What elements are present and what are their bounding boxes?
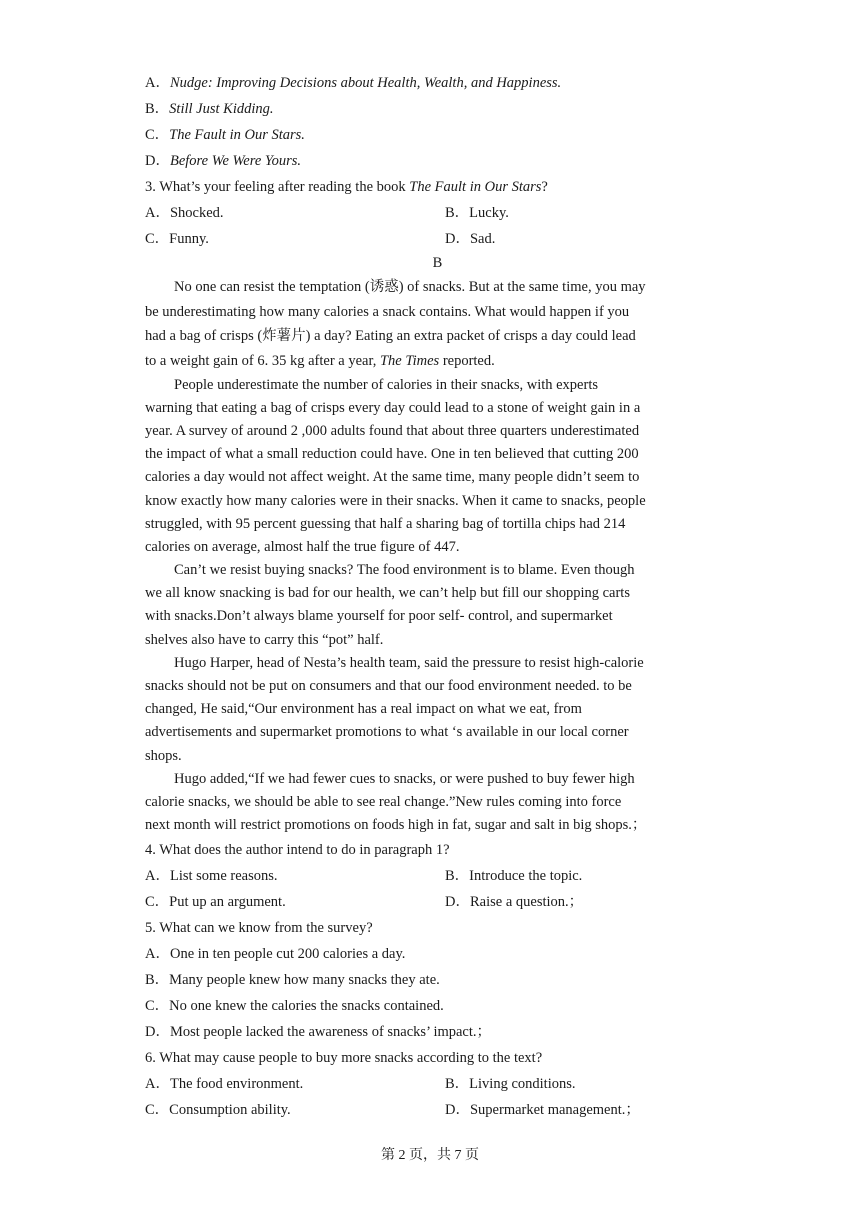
question-6 [145, 1045, 730, 1123]
q4-option-d: D．Raise a question.； [445, 894, 584, 911]
q3-option-b: B．Lucky. [445, 205, 509, 221]
q2-option-b: B．Still Just Kidding. [145, 101, 274, 117]
q6-options-row-1 [145, 1071, 730, 1097]
paragraph-2 [145, 374, 730, 560]
question-5 [145, 915, 730, 1045]
q3-options-row-1 [145, 200, 730, 226]
text-line: changed, He said,“Our environment has a real impact on what we eat, from [145, 701, 582, 718]
text-line: warning that eating a bag of crisps every day could lead to a stone of weight gain in a [145, 399, 641, 416]
text-line: snacks should not be put on consumers and that our food environment needed. to be [145, 678, 632, 694]
passage-b [145, 275, 730, 837]
text-line: year. A survey of around 2 ,000 adults found that about three quarters underestimated [145, 422, 640, 439]
q4-option-c: C．Put up an argument. [145, 894, 286, 911]
paragraph-4 [145, 652, 730, 768]
q2-option-c: C．The Fault in Our Stars. [145, 127, 305, 143]
q6-option-c: C．Consumption ability. [145, 1102, 291, 1119]
q6-option-a: A．The food environment. [145, 1076, 304, 1093]
q2-option-d: D．Before We Were Yours. [145, 153, 302, 169]
q6-options-row-2 [145, 1097, 730, 1123]
q3-options-row-2 [145, 226, 730, 252]
q6-stem: 6. What may cause people to buy more snacks according to the text? [145, 1050, 543, 1067]
q4-option-b: B．Introduce the topic. [445, 868, 583, 885]
paragraph-3 [145, 559, 730, 652]
q5-option-b: B．Many people knew how many snacks they ate. [145, 972, 440, 989]
text-line: to a weight gain of 6. 35 kg after a year, The Times reported. [145, 352, 495, 369]
text-line: People underestimate the number of calories in their snacks, with experts [174, 376, 598, 393]
text-line: Hugo Harper, head of Nesta’s health team, said the pressure to resist high-calorie [174, 654, 644, 671]
q2-option-a: A．Nudge: Improving Decisions about Health, Wealth, and Happiness. [145, 75, 562, 91]
text-line: advertisements and supermarket promotions to what ‘s available in our local corner [145, 724, 629, 741]
q4-options-row-2 [145, 889, 730, 915]
q5-option-a: A．One in ten people cut 200 calories a day. [145, 946, 406, 963]
q6-option-b: B．Living conditions. [445, 1076, 576, 1093]
q3-stem: 3. What’s your feeling after reading the book The Fault in Our Stars? [145, 179, 548, 195]
text-line: with snacks.Don’t always blame yourself for poor self- control, and supermarket [145, 608, 613, 625]
text-line: shops. [145, 747, 182, 764]
q4-options-row-1 [145, 863, 730, 889]
q5-stem: 5. What can we know from the survey? [145, 920, 373, 937]
text-line: calories a day would not affect weight. At the same time, many people didn’t seem to [145, 469, 640, 486]
q3-option-d: D．Sad. [445, 231, 496, 247]
q2-options [145, 70, 730, 174]
page-footer: 第 2 页，共 7 页 [381, 1148, 479, 1163]
paragraph-5 [145, 768, 730, 838]
text-line: we all know snacking is bad for our health, we can’t help but fill our shopping carts [145, 585, 630, 602]
text-line: calorie snacks, we should be able to see real change.”New rules coming into force [145, 793, 622, 810]
question-4 [145, 837, 730, 915]
text-line: had a bag of crisps (炸薯片) a day? Eating an extra packet of crisps a day could lead [145, 328, 636, 345]
text-line: shelves also have to carry this “pot” half. [145, 631, 384, 648]
exam-page [145, 70, 730, 1123]
text-line: know exactly how many calories were in their snacks. When it came to snacks, people [145, 492, 646, 509]
question-3 [145, 174, 730, 252]
text-line: No one can resist the temptation (诱惑) of snacks. But at the same time, you may [174, 279, 646, 296]
text-line: calories on average, almost half the true figure of 447. [145, 538, 460, 555]
q4-stem: 4. What does the author intend to do in paragraph 1? [145, 842, 450, 859]
q6-option-d: D．Supermarket management.； [445, 1102, 640, 1119]
q3-option-a: A．Shocked. [145, 205, 224, 221]
q5-option-c: C．No one knew the calories the snacks contained. [145, 998, 444, 1015]
q5-option-d: D．Most people lacked the awareness of snacks’ impact.； [145, 1024, 492, 1041]
text-line: the impact of what a small reduction could have. One in ten believed that cutting 200 [145, 446, 639, 463]
text-line: struggled, with 95 percent guessing that half a sharing bag of tortilla chips had 214 [145, 515, 626, 532]
text-line: Hugo added,“If we had fewer cues to snacks, or were pushed to buy fewer high [174, 770, 635, 787]
paragraph-1 [145, 275, 730, 373]
q3-option-c: C．Funny. [145, 231, 209, 247]
text-line: Can’t we resist buying snacks? The food environment is to blame. Even though [174, 562, 635, 579]
q4-option-a: A．List some reasons. [145, 868, 278, 885]
text-line: next month will restrict promotions on foods high in fat, sugar and salt in big shops.； [145, 817, 647, 834]
section-heading: B [432, 255, 443, 271]
text-line: be underestimating how many calories a snack contains. What would happen if you [145, 303, 630, 320]
